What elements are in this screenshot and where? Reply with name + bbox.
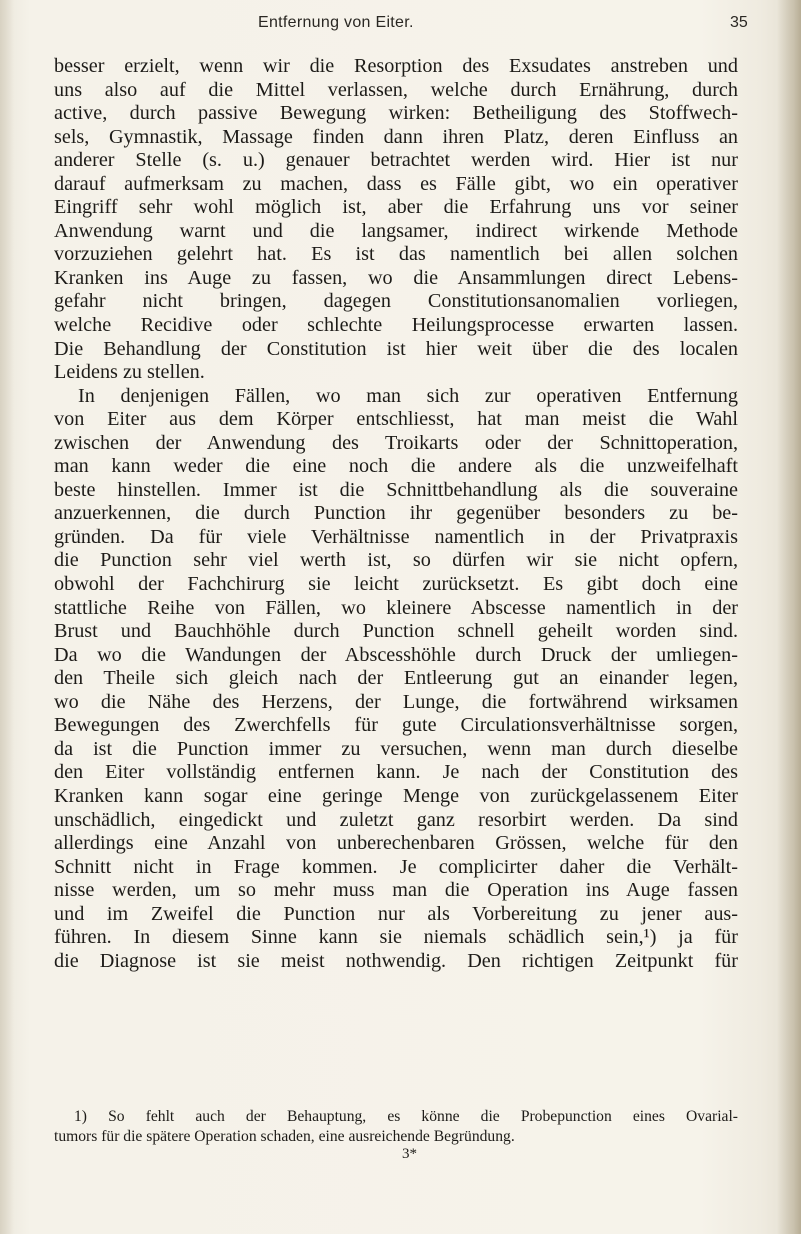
text-line: gründen. Da für viele Verhältnisse namentlich in der Privatpraxis: [54, 525, 738, 548]
text-line: führen. In diesem Sinne kann sie niemals schädlich sein,¹) ja für: [54, 926, 738, 949]
text-line: darauf aufmerksam zu machen, dass es Fälle gibt, wo ein operativer: [54, 172, 738, 195]
text-line: und im Zweifel die Punction nur als Vorbereitung zu jener aus-: [54, 902, 738, 925]
text-line: Die Behandlung der Constitution ist hier weit über die des localen: [54, 337, 738, 360]
page-left-edge: [0, 0, 14, 1234]
text-line: sels, Gymnastik, Massage finden dann ihren Platz, deren Einfluss an: [54, 125, 738, 148]
footnote-line: tumors für die spätere Operation schaden, eine ausreichende Begründung.: [54, 1128, 515, 1145]
text-line: besser erzielt, wenn wir die Resorption des Exsudates anstreben und: [54, 55, 738, 77]
text-line: vorzuziehen gelehrt hat. Es ist das namentlich bei allen solchen: [54, 243, 738, 266]
running-head: [0, 14, 801, 44]
signature-mark: 3*: [402, 1146, 417, 1162]
text-line: Brust und Bauchhöhle durch Punction schnell geheilt worden sind.: [54, 620, 738, 643]
text-line: welche Recidive oder schlechte Heilungsprocesse erwarten lassen.: [54, 314, 738, 337]
text-line: unschädlich, eingedickt und zuletzt ganz resorbirt werden. Da sind: [54, 808, 738, 831]
text-line: die Diagnose ist sie meist nothwendig. Den richtigen Zeitpunkt für: [54, 949, 738, 972]
text-line: stattliche Reihe von Fällen, wo kleinere Abscesse namentlich in der: [54, 596, 738, 619]
running-title: Entfernung von Eiter.: [258, 14, 414, 31]
text-line: von Eiter aus dem Körper entschliesst, hat man meist die Wahl: [54, 408, 738, 431]
text-line: In denjenigen Fällen, wo man sich zur operativen Entfernung: [78, 384, 738, 407]
text-line: den Eiter vollständig entfernen kann. Je nach der Constitution des: [54, 761, 738, 784]
footnotes: [54, 1107, 738, 1147]
text-line: Eingriff sehr wohl möglich ist, aber die Erfahrung uns vor seiner: [54, 196, 738, 219]
body-text: [54, 55, 738, 973]
text-line: uns also auf die Mittel verlassen, welche durch Ernährung, durch: [54, 78, 738, 101]
text-line: Bewegungen des Zwerchfells für gute Circulationsverhältnisse sorgen,: [54, 714, 738, 737]
page-number: 35: [730, 14, 748, 31]
text-line: zwischen der Anwendung des Troikarts oder der Schnittoperation,: [54, 431, 738, 454]
footnote-line: 1) So fehlt auch der Behauptung, es könne die Probepunction eines Ovarial-: [74, 1108, 738, 1125]
text-line: Da wo die Wandungen der Abscesshöhle durch Druck der umliegen-: [54, 643, 738, 666]
text-line: die Punction sehr viel werth ist, so dürfen wir sie nicht opfern,: [54, 549, 738, 572]
text-line: da ist die Punction immer zu versuchen, wenn man durch dieselbe: [54, 737, 738, 760]
text-line: man kann weder die eine noch die andere als die unzweifelhaft: [54, 455, 738, 478]
text-line: anderer Stelle (s. u.) genauer betrachtet werden wird. Hier ist nur: [54, 149, 738, 172]
text-line: nisse werden, um so mehr muss man die Operation ins Auge fassen: [54, 879, 738, 902]
text-line: Schnitt nicht in Frage kommen. Je complicirter daher die Verhält-: [54, 855, 738, 878]
text-line: obwohl der Fachchirurg sie leicht zurücksetzt. Es gibt doch eine: [54, 573, 738, 596]
text-line: Kranken kann sogar eine geringe Menge von zurückgelassenem Eiter: [54, 784, 738, 807]
text-line: anzuerkennen, die durch Punction ihr gegenüber besonders zu be-: [54, 502, 738, 525]
text-line: wo die Nähe des Herzens, der Lunge, die fortwährend wirksamen: [54, 690, 738, 713]
text-line: active, durch passive Bewegung wirken: Betheiligung des Stoffwech-: [54, 102, 738, 125]
text-line: allerdings eine Anzahl von unberechenbaren Grössen, welche für den: [54, 832, 738, 855]
text-line: den Theile sich gleich nach der Entleerung gut an einander legen,: [54, 667, 738, 690]
page-right-edge: [777, 0, 801, 1234]
text-line: gefahr nicht bringen, dagegen Constitutionsanomalien vorliegen,: [54, 290, 738, 313]
text-line: Anwendung warnt und die langsamer, indirect wirkende Methode: [54, 219, 738, 242]
text-line: Leidens zu stellen.: [54, 361, 205, 384]
text-line: beste hinstellen. Immer ist die Schnittbehandlung als die souveraine: [54, 478, 738, 501]
text-line: Kranken ins Auge zu fassen, wo die Ansammlungen direct Lebens-: [54, 266, 738, 289]
